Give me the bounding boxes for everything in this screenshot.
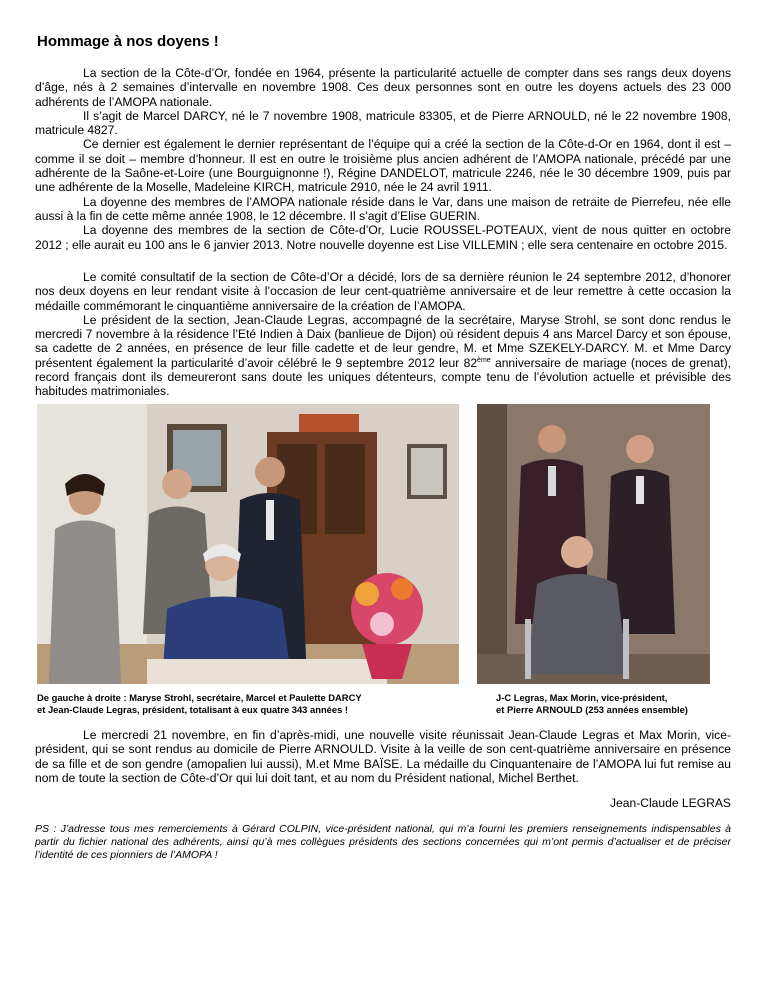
photo-arnould-group-image: [477, 404, 710, 684]
page-title: Hommage à nos doyens !: [37, 33, 219, 50]
caption-line: et Pierre ARNOULD (253 années ensemble): [496, 703, 688, 715]
paragraph-president: [35, 313, 731, 399]
paragraph: La doyenne des membres de la section de Côte-d’Or, Lucie ROUSSEL-POTEAUX, vient de nous quitter en octobre 2012 ; elle aurait eu 100 ans le 6 janvier 2013. Notre nouvelle doyenne est Lise VILLEMIN ; elle sera centenaire en octobre 2015.: [35, 223, 731, 252]
paragraph: Il s’agit de Marcel DARCY, né le 7 novembre 1908, matricule 83305, et de Pierre ARNOULD, né le 22 novembre 1908, matricule 4827.: [35, 108, 731, 138]
photo-caption: [37, 692, 457, 715]
photo-caption: [496, 692, 736, 715]
intro-section: [35, 66, 731, 252]
caption-line: et Jean-Claude Legras, président, totalisant à eux quatre 343 années !: [37, 703, 349, 715]
photo-darcy-group-image: [37, 404, 459, 684]
paragraph-text: anniversaire de mariage (noces de grenat), record français dont ils demeureront sans doute les uniques détenteurs, compte tenu de l’évolution actuelle et prévisible des habitudes matrimoniales.: [35, 355, 731, 399]
postscript: PS : J’adresse tous mes remerciements à Gérard COLPIN, vice-président national, qui m’a fourni les premiers renseignements indispensables à partir du fichier national des adhérents, ainsi qu’à mes collègues présidents des sections concernées qui m’ont permis d’actualiser et de préciser l’identité de ces pionniers de l’AMOPA !: [35, 823, 731, 861]
second-visit-section: [35, 728, 731, 785]
paragraph: Le mercredi 21 novembre, en fin d’après-midi, une nouvelle visite réunissait Jean-Claude Legras et Max Morin, vice-président, qui se sont rendus au domicile de Pierre ARNOULD. Visite à la veille de son cent-quatrième anniversaire en présence de sa fille et de son gendre (amopalien lui aussi), M.et Mme BAÏSE. La médaille du Cinquantenaire de l’AMOPA lui fut remise au nom de toute la section de Côte-d’Or qui lui doit tant, et au nom du Président national, Michel Berthet.: [35, 728, 731, 785]
superscript: ème: [477, 356, 491, 364]
caption-line: De gauche à droite : Maryse Strohl, secrétaire, Marcel et Paulette DARCY: [37, 692, 362, 703]
paragraph: Ce dernier est également le dernier représentant de l’équipe qui a créé la section de la Côte-d-Or en 1964, dont il est – comme il se doit – membre d’honneur. Il est en outre le troisième plus ancien adhérent de l’AMOPA nationale, précédé par une adhérente de la Saône-et-Loire (une Bourguignonne !), Régine DANDELOT, matricule 2246, née le 30 décembre 1909, puis par une adhérente de la Moselle, Madeleine KIRCH, matricule 2910, née le 24 avril 1911.: [35, 137, 731, 195]
paragraph: Le comité consultatif de la section de Côte-d’Or a décidé, lors de sa dernière réunion le 24 septembre 2012, d’honorer nos deux doyens en leur rendant visite à l’occasion de leur cent-quatrième anniversaire et de leur remettre à cette occasion la médaille commémorant le cinquantième anniversaire de la création de l’AMOPA.: [35, 270, 731, 313]
photo-arnould-group: [477, 404, 710, 684]
paragraph: La section de la Côte-d’Or, fondée en 1964, présente la particularité actuelle de compter dans ses rangs deux doyens d’âge, nés à 2 semaines d’intervalle en novembre 1908. Ces deux personnes sont en outre les doyens actuels des 23 000 adhérents de l’AMOPA nationale.: [35, 66, 731, 109]
signature: Jean-Claude LEGRAS: [609, 796, 731, 810]
caption-line: J-C Legras, Max Morin, vice-président,: [496, 692, 668, 703]
visit-section: [35, 270, 731, 399]
paragraph: La doyenne des membres de l’AMOPA nationale réside dans le Var, dans une maison de retraite de Pierrefeu, née elle aussi à la fin de cette même année 1908, le 12 décembre. Il s’agit d’Elise GUERIN.: [35, 194, 731, 223]
paragraph-text: Le président de la section, Jean-Claude Legras, accompagné de la secrétaire, Maryse Strohl, se sont donc rendus le mercredi 7 novembre à la résidence l’Eté Indien à Daix (banlieue de Dijon) où résident depuis 4 ans Marcel Darcy et son épouse, sa cadette de 2 années, en présence de leur fille cadette et de leur gendre, M. et Mme SZEKELY-DARCY. M. et Mme Darcy présentent également la particularité d’avoir célébré le 9 septembre 2012 leur 82: [35, 312, 731, 370]
photo-darcy-group: [37, 404, 459, 684]
